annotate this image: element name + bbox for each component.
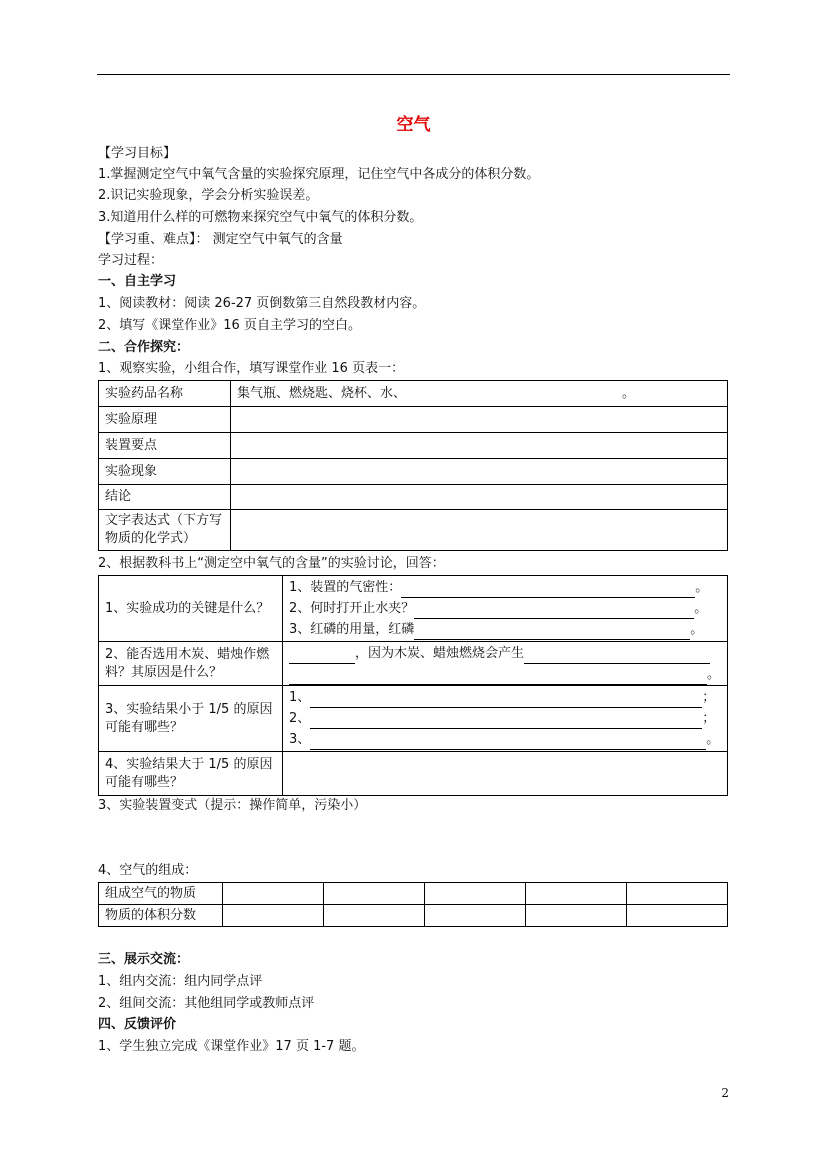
- section3-item-2: 2、组间交流：其他组同学或教师点评: [98, 996, 315, 1011]
- answer-blank[interactable]: [310, 693, 702, 708]
- answer-blank[interactable]: [289, 670, 707, 685]
- table-row: [99, 642, 728, 686]
- table-cell: [231, 433, 728, 459]
- answer-blank[interactable]: [414, 604, 694, 619]
- question-cell: 3、实验结果小于 1/5 的原因可能有哪些？: [99, 686, 283, 752]
- section2-item-1: 1、观察实验，小组合作，填写课堂作业 16 页表一：: [98, 361, 405, 376]
- table-row: [99, 459, 728, 485]
- page-title: 空气: [396, 115, 431, 135]
- table-cell: [223, 883, 324, 905]
- air-composition-table: [98, 882, 728, 927]
- table-row: [99, 485, 728, 510]
- table-cell: [231, 510, 728, 551]
- table-row: [99, 883, 728, 905]
- section4-item-1: 1、学生独立完成《课堂作业》17 页 1-7 题。: [98, 1039, 365, 1054]
- table-label: 实验药品名称: [99, 381, 231, 407]
- table-label: 文字表达式（下方写物质的化学式）: [99, 510, 231, 551]
- table-row: [99, 905, 728, 927]
- section2-item-2: 2、根据教科书上“测定空中氧气的含量”的实验讨论，回答：: [98, 556, 445, 571]
- section3-heading: 三、展示交流：: [98, 952, 190, 967]
- table-cell: [324, 883, 425, 905]
- objective-1: 1.掌握测定空气中氧气含量的实验探究原理，记住空气中各成分的体积分数。: [98, 167, 540, 182]
- experiment-table: [98, 380, 728, 551]
- table-row: [99, 510, 728, 551]
- answer-cell: [283, 752, 728, 796]
- table-label: 实验原理: [99, 407, 231, 433]
- process-label: 学习过程：: [98, 253, 164, 268]
- table-label: 结论: [99, 485, 231, 510]
- table-row: [99, 752, 728, 796]
- table-label: 组成空气的物质: [99, 883, 223, 905]
- header-rule: [97, 74, 730, 75]
- section2-item-4: 4、空气的组成：: [98, 863, 198, 878]
- table-cell: [223, 905, 324, 927]
- table-row: [99, 576, 728, 642]
- key-points: 【学习重、难点】： 测定空气中氧气的含量: [98, 232, 343, 247]
- table-label: 物质的体积分数: [99, 905, 223, 927]
- question-cell: 4、实验结果大于 1/5 的原因可能有哪些？: [99, 752, 283, 796]
- section1-item-1: 1、阅读教材：阅读 26-27 页倒数第三自然段教材内容。: [98, 296, 426, 311]
- answer-blank[interactable]: [524, 649, 710, 664]
- table-row: [99, 407, 728, 433]
- section2-item-3: 3、实验装置变式（提示：操作简单，污染小）: [98, 798, 367, 813]
- answer-cell: ，因为木炭、蜡烛燃烧会产生 。: [283, 642, 728, 686]
- section3-item-1: 1、组内交流：组内同学点评: [98, 974, 263, 989]
- objective-3: 3.知道用什么样的可燃物来探究空气中氧气的体积分数。: [98, 210, 423, 225]
- question-cell: 1、实验成功的关键是什么？: [99, 576, 283, 642]
- answer-cell: 1、 ； 2、 ； 3、 。: [283, 686, 728, 752]
- table-cell: [425, 883, 526, 905]
- answer-blank[interactable]: [310, 735, 706, 750]
- objective-2: 2.识记实验现象，学会分析实验误差。: [98, 188, 319, 203]
- table-row: [99, 433, 728, 459]
- table-label: 实验现象: [99, 459, 231, 485]
- answer-cell: 1、装置的气密性： 。 2、何时打开止水夹？ 。 3、红磷的用量，红磷 。: [283, 576, 728, 642]
- objectives-heading: 【学习目标】: [98, 146, 177, 161]
- table-cell: [231, 459, 728, 485]
- question-cell: 2、能否选用木炭、蜡烛作燃料？其原因是什么？: [99, 642, 283, 686]
- page-number: 2: [721, 1086, 729, 1100]
- section4-heading: 四、反馈评价: [98, 1017, 177, 1032]
- table-cell: [425, 905, 526, 927]
- table-cell: 集气瓶、燃烧匙、烧杯、水、 。: [231, 381, 728, 407]
- answer-blank[interactable]: [289, 649, 355, 664]
- table-cell: [231, 407, 728, 433]
- answer-blank[interactable]: [414, 625, 690, 640]
- table-row: [99, 686, 728, 752]
- table-cell: [627, 883, 728, 905]
- table-cell: [526, 905, 627, 927]
- table-row: [99, 381, 728, 407]
- answer-blank[interactable]: [401, 583, 695, 598]
- section2-heading: 二、合作探究：: [98, 340, 190, 355]
- table-cell: [231, 485, 728, 510]
- answer-blank[interactable]: [310, 714, 702, 729]
- section1-item-2: 2、填写《课堂作业》16 页自主学习的空白。: [98, 318, 361, 333]
- section1-heading: 一、自主学习: [98, 274, 177, 289]
- table-label: 装置要点: [99, 433, 231, 459]
- table-cell: [324, 905, 425, 927]
- table-cell: [526, 883, 627, 905]
- discussion-table: [98, 575, 728, 796]
- table-cell: [627, 905, 728, 927]
